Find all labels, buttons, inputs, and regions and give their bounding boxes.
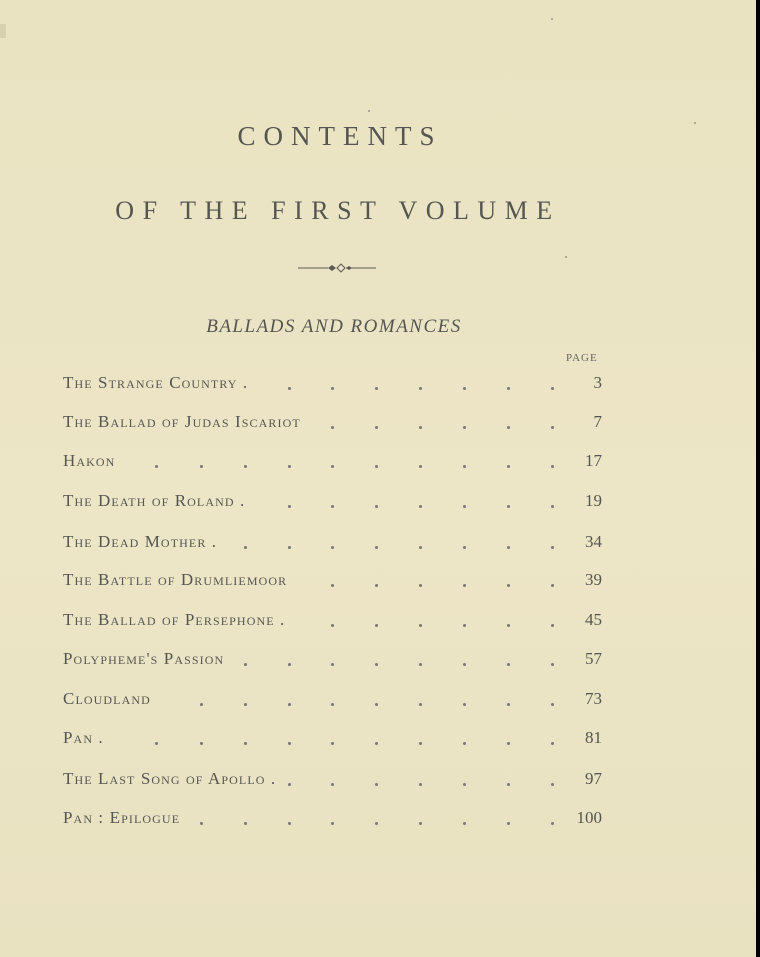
leader-dot bbox=[419, 703, 422, 706]
leader-dot bbox=[244, 663, 247, 666]
leader-dot bbox=[200, 465, 203, 468]
leader-dot bbox=[463, 584, 466, 587]
toc-entry-title: The Death of Roland . bbox=[63, 491, 246, 510]
leader-dot bbox=[419, 822, 422, 825]
toc-entry-page: 100 bbox=[576, 808, 602, 827]
leader-dot bbox=[463, 505, 466, 508]
leader-dot bbox=[507, 465, 510, 468]
leader-dot bbox=[507, 426, 510, 429]
leader-dot bbox=[244, 822, 247, 825]
page-subtitle: OF THE FIRST VOLUME bbox=[115, 196, 561, 225]
toc-entry bbox=[0, 805, 760, 831]
leader-dot bbox=[463, 703, 466, 706]
leader-dot bbox=[244, 742, 247, 745]
toc-entry-title: The Dead Mother . bbox=[63, 532, 218, 551]
leader-dot bbox=[551, 783, 554, 786]
leader-dot bbox=[244, 465, 247, 468]
toc-entry-page: 97 bbox=[585, 769, 602, 788]
ornament-divider-icon bbox=[298, 259, 376, 277]
leader-dot bbox=[507, 505, 510, 508]
toc-entry-page: 7 bbox=[593, 412, 602, 431]
leader-dot bbox=[155, 742, 158, 745]
toc-entry-title: The Battle of Drumliemoor bbox=[63, 570, 288, 589]
leader-dot bbox=[331, 624, 334, 627]
leader-dot bbox=[507, 546, 510, 549]
leader-dot bbox=[507, 822, 510, 825]
leader-dot bbox=[375, 742, 378, 745]
toc-entry-page: 3 bbox=[593, 373, 602, 392]
leader-dot bbox=[331, 703, 334, 706]
toc-entry-page: 19 bbox=[585, 491, 602, 510]
toc-entry-title: Pan . bbox=[63, 728, 104, 747]
leader-dot bbox=[331, 546, 334, 549]
leader-dot bbox=[155, 465, 158, 468]
leader-dot bbox=[375, 624, 378, 627]
leader-dot bbox=[507, 624, 510, 627]
toc-entry-title: Cloudland bbox=[63, 689, 151, 708]
leader-dot bbox=[463, 742, 466, 745]
toc-entry-page: 57 bbox=[585, 649, 602, 668]
toc-entry bbox=[0, 370, 760, 396]
leader-dot bbox=[375, 546, 378, 549]
toc-entry bbox=[0, 725, 760, 751]
leader-dot bbox=[288, 703, 291, 706]
leader-dot bbox=[551, 387, 554, 390]
leader-dot bbox=[551, 742, 554, 745]
leader-dot bbox=[507, 783, 510, 786]
leader-dot bbox=[507, 584, 510, 587]
leader-dot bbox=[463, 783, 466, 786]
toc-entry bbox=[0, 766, 760, 792]
leader-dot bbox=[419, 624, 422, 627]
page-column-label: PAGE bbox=[566, 352, 598, 364]
leader-dot bbox=[419, 465, 422, 468]
leader-dot bbox=[288, 387, 291, 390]
toc-entry-page: 81 bbox=[585, 728, 602, 747]
leader-dot bbox=[551, 584, 554, 587]
paper-speck bbox=[551, 18, 553, 20]
leader-dot bbox=[288, 505, 291, 508]
toc-entry-page: 17 bbox=[585, 451, 602, 470]
leader-dot bbox=[288, 465, 291, 468]
scan-mark bbox=[0, 24, 6, 38]
leader-dot bbox=[200, 703, 203, 706]
leader-dot bbox=[507, 387, 510, 390]
toc-entry-title: The Last Song of Apollo . bbox=[63, 769, 277, 788]
toc-entry bbox=[0, 448, 760, 474]
leader-dot bbox=[419, 584, 422, 587]
toc-entry bbox=[0, 567, 760, 593]
toc-entry-title: Polypheme's Passion bbox=[63, 649, 225, 668]
leader-dot bbox=[331, 505, 334, 508]
leader-dot bbox=[463, 465, 466, 468]
leader-dot bbox=[375, 703, 378, 706]
leader-dot bbox=[551, 426, 554, 429]
toc-entry bbox=[0, 607, 760, 633]
toc-entry-title: The Strange Country . bbox=[63, 373, 249, 392]
leader-dot bbox=[375, 822, 378, 825]
leader-dot bbox=[331, 584, 334, 587]
leader-dot bbox=[551, 822, 554, 825]
leader-dot bbox=[331, 663, 334, 666]
toc-entry bbox=[0, 646, 760, 672]
leader-dot bbox=[551, 465, 554, 468]
leader-dot bbox=[200, 742, 203, 745]
leader-dot bbox=[375, 783, 378, 786]
leader-dot bbox=[419, 546, 422, 549]
leader-dot bbox=[419, 742, 422, 745]
leader-dot bbox=[375, 465, 378, 468]
toc-entry bbox=[0, 488, 760, 514]
section-heading: BALLADS AND ROMANCES bbox=[206, 316, 462, 337]
leader-dot bbox=[331, 742, 334, 745]
toc-entry bbox=[0, 529, 760, 555]
leader-dot bbox=[551, 546, 554, 549]
leader-dot bbox=[463, 426, 466, 429]
leader-dot bbox=[244, 703, 247, 706]
leader-dot bbox=[551, 703, 554, 706]
leader-dot bbox=[288, 783, 291, 786]
toc-entry-page: 45 bbox=[585, 610, 602, 629]
leader-dot bbox=[419, 426, 422, 429]
leader-dot bbox=[419, 387, 422, 390]
toc-entry-page: 73 bbox=[585, 689, 602, 708]
toc-entry-title: Pan : Epilogue bbox=[63, 808, 181, 827]
paper-speck bbox=[694, 122, 696, 124]
leader-dot bbox=[375, 584, 378, 587]
page-title: CONTENTS bbox=[237, 121, 443, 151]
paper-speck bbox=[368, 110, 370, 112]
toc-entry-title: The Ballad of Persephone . bbox=[63, 610, 286, 629]
toc-entry-page: 39 bbox=[585, 570, 602, 589]
leader-dot bbox=[551, 624, 554, 627]
leader-dot bbox=[288, 742, 291, 745]
toc-entry-title: Hakon bbox=[63, 451, 116, 470]
leader-dot bbox=[331, 822, 334, 825]
leader-dot bbox=[375, 663, 378, 666]
toc-entry-title: The Ballad of Judas Iscariot bbox=[63, 412, 301, 431]
leader-dot bbox=[507, 742, 510, 745]
leader-dot bbox=[331, 426, 334, 429]
toc-entry bbox=[0, 409, 760, 435]
leader-dot bbox=[551, 505, 554, 508]
leader-dot bbox=[331, 465, 334, 468]
leader-dot bbox=[288, 663, 291, 666]
leader-dot bbox=[200, 822, 203, 825]
leader-dot bbox=[419, 505, 422, 508]
leader-dot bbox=[463, 624, 466, 627]
leader-dot bbox=[507, 703, 510, 706]
paper-speck bbox=[565, 256, 567, 258]
leader-dot bbox=[331, 387, 334, 390]
leader-dot bbox=[463, 546, 466, 549]
toc-entry-page: 34 bbox=[585, 532, 602, 551]
leader-dot bbox=[419, 663, 422, 666]
leader-dot bbox=[331, 783, 334, 786]
leader-dot bbox=[551, 663, 554, 666]
leader-dot bbox=[463, 663, 466, 666]
leader-dot bbox=[288, 822, 291, 825]
leader-dot bbox=[463, 387, 466, 390]
toc-entry bbox=[0, 686, 760, 712]
leader-dot bbox=[419, 783, 422, 786]
leader-dot bbox=[507, 663, 510, 666]
leader-dot bbox=[375, 387, 378, 390]
leader-dot bbox=[375, 426, 378, 429]
leader-dot bbox=[244, 546, 247, 549]
leader-dot bbox=[288, 546, 291, 549]
leader-dot bbox=[375, 505, 378, 508]
leader-dot bbox=[463, 822, 466, 825]
